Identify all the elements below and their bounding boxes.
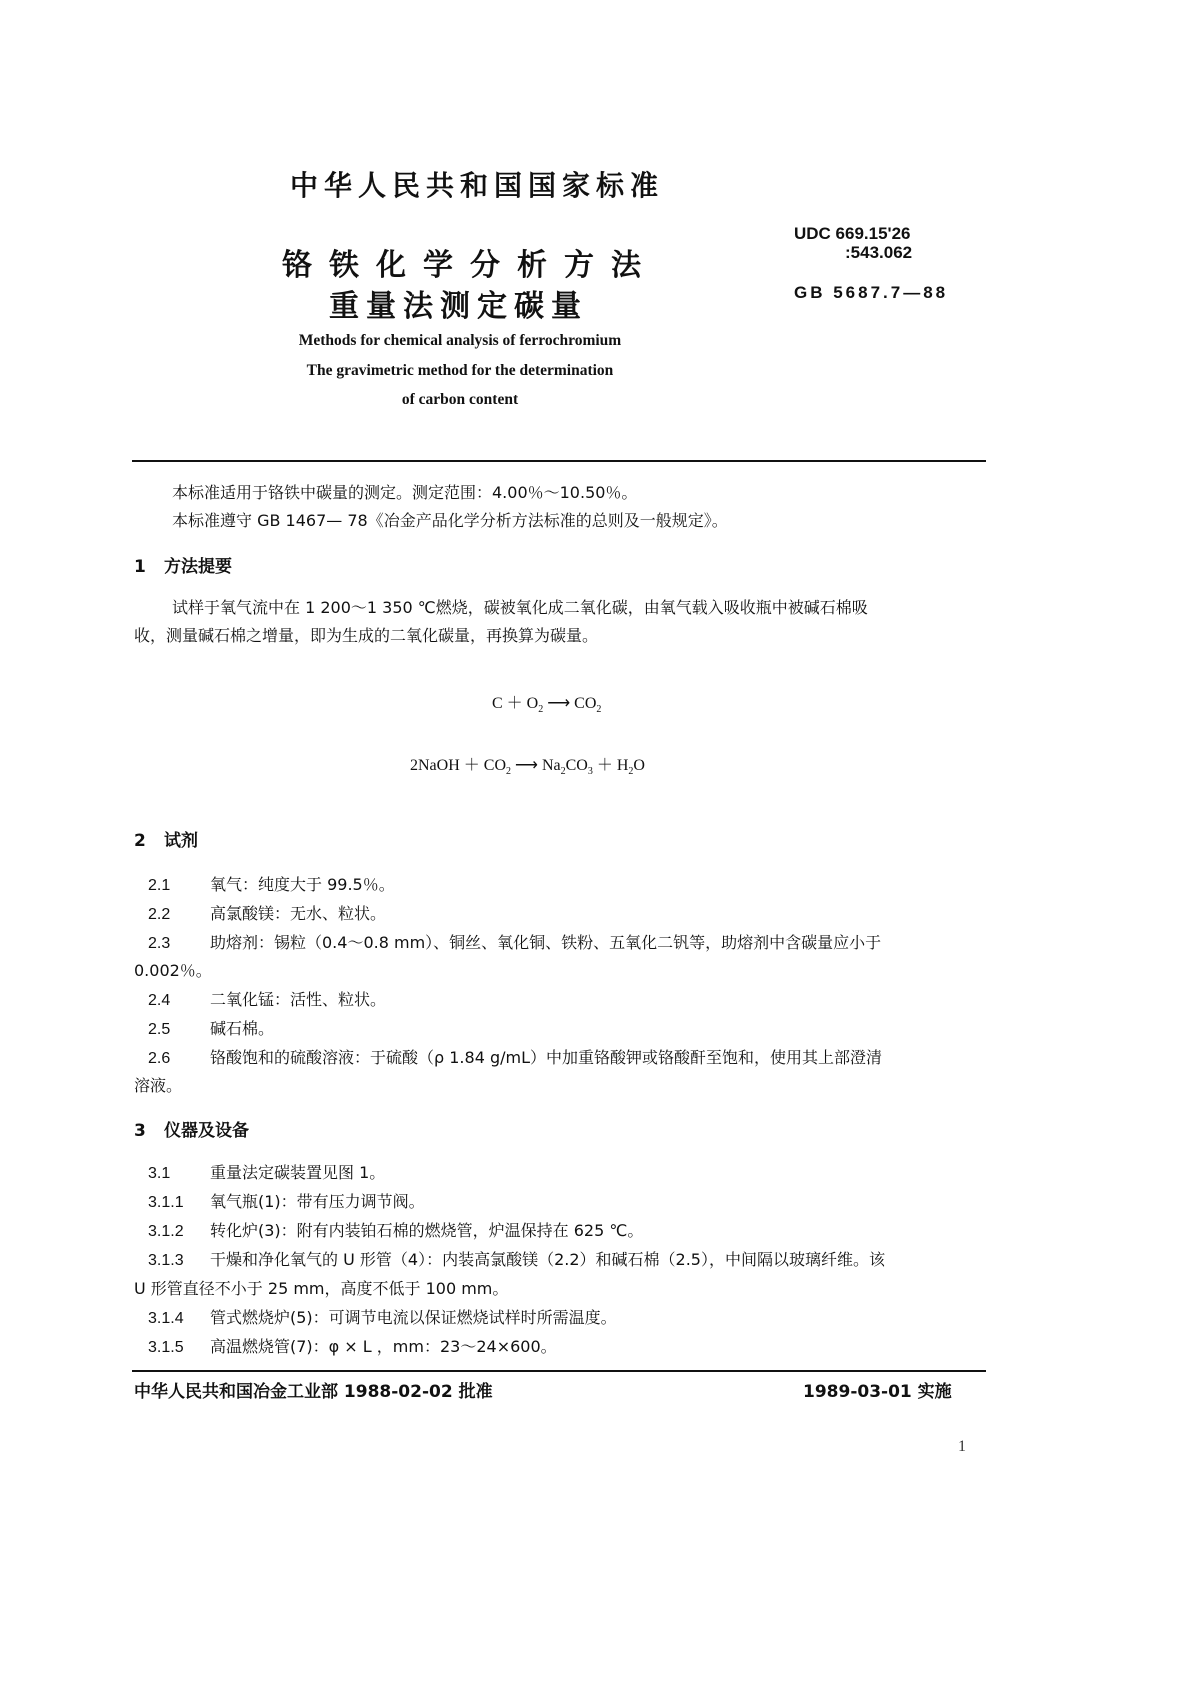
section-title: 方法提要: [164, 557, 232, 577]
section-1-heading: [134, 552, 232, 577]
title-en-line3: of carbon content: [401, 391, 519, 408]
reagent-item: 2.6 铬酸饱和的硫酸溶液：于硫酸（ρ 1.84 g/mL）中加重铬酸钾或铬酸酐至饱和，使用其上部澄清: [148, 1048, 883, 1067]
reagent-item-continuation: 溶液。: [134, 1076, 183, 1095]
title-en-line2: The gravimetric method for the determination: [306, 362, 614, 379]
apparatus-item: 3.1 重量法定碳装置见图 1。: [148, 1163, 386, 1182]
compliance-paragraph: 本标准遵守 GB 1467— 78《冶金产品化学分析方法标准的总则及一般规定》。: [172, 511, 728, 530]
method-summary-line2: 收，测量碱石棉之增量，即为生成的二氧化碳量，再换算为碳量。: [134, 626, 599, 645]
apparatus-item-continuation: U 形管直径不小于 25 mm，高度不低于 100 mm。: [134, 1279, 509, 1298]
reagent-item: 2.1 氧气：纯度大于 99.5％。: [148, 875, 395, 894]
effective-date: 1989-03-01 实施: [803, 1382, 952, 1402]
title-cn-line2: 重量法测定碳量: [329, 289, 588, 324]
scope-paragraph: 本标准适用于铬铁中碳量的测定。测定范围：4.00％～10.50％。: [172, 483, 638, 502]
footer-divider: [132, 1370, 986, 1372]
section-number: 1: [134, 557, 146, 577]
reagent-item: 2.5 碱石棉。: [148, 1019, 275, 1038]
section-3-heading: [134, 1116, 249, 1141]
reagent-item: 2.3 助熔剂：锡粒（0.4～0.8 mm）、铜丝、氧化铜、铁粉、五氧化二钒等，助熔剂中含碳量应小于: [148, 933, 882, 952]
title-en-line1: Methods for chemical analysis of ferrochromium: [298, 332, 622, 349]
section-2-heading: [134, 826, 198, 851]
header-divider: [132, 460, 986, 462]
apparatus-item: 3.1.5 高温燃烧管(7)：φ × L ，mm：23～24×600。: [148, 1337, 557, 1356]
reagent-item-continuation: 0.002％。: [134, 961, 212, 980]
apparatus-item: 3.1.2 转化炉(3)：附有内装铂石棉的燃烧管，炉温保持在 625 ℃。: [148, 1221, 644, 1240]
reagent-item: 2.2 高氯酸镁：无水、粒状。: [148, 904, 387, 923]
apparatus-item: 3.1.3 干燥和净化氧气的 U 形管（4）：内装高氯酸镁（2.2）和碱石棉（2.5），中间隔以玻璃纤维。该: [148, 1250, 885, 1269]
title-cn-line1: 铬铁化学分析方法: [282, 248, 658, 283]
apparatus-item: 3.1.1 氧气瓶(1)：带有压力调节阀。: [148, 1192, 425, 1211]
section-title: 试剂: [164, 831, 198, 851]
udc-code-line1: UDC 669.15'26: [794, 224, 911, 243]
equation-absorption: 2NaOH ＋ $CO_2$ ⟶ $Na_2CO_3 + H_2O$: [410, 757, 645, 778]
reagent-item: 2.4 二氧化锰：活性、粒状。: [148, 990, 387, 1009]
national-standard-heading: 中华人民共和国国家标准: [290, 169, 665, 202]
method-summary-line1: 试样于氧气流中在 1 200～1 350 ℃燃烧，碳被氧化成二氧化碳，由氧气载入吸收瓶中被碱石棉吸: [172, 598, 868, 617]
equation-combustion: $C + O_2$ ⟶ $CO_2$: [492, 695, 602, 716]
section-title: 仪器及设备: [164, 1121, 249, 1141]
section-number: 2: [134, 831, 146, 851]
section-number: 3: [134, 1121, 146, 1141]
page-number: 1: [958, 1438, 966, 1455]
udc-code-line2: :543.062: [845, 243, 913, 262]
apparatus-item: 3.1.4 管式燃烧炉(5)：可调节电流以保证燃烧试样时所需温度。: [148, 1308, 617, 1327]
approval-statement: 中华人民共和国冶金工业部 1988-02-02 批准: [134, 1382, 493, 1402]
gb-standard-number: GB 5687.7—88: [794, 283, 949, 302]
